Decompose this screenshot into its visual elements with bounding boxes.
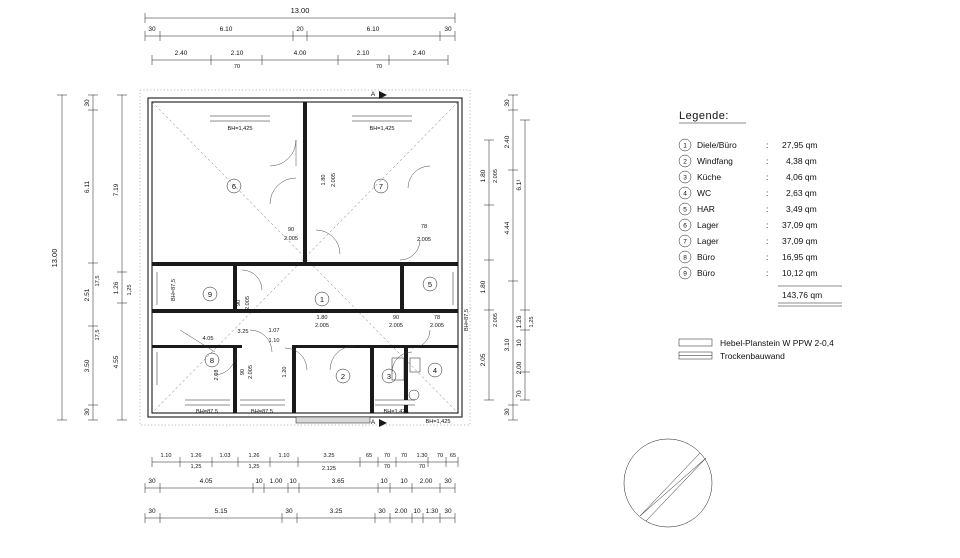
- dim-right2-180-b: 1.80: [480, 280, 487, 294]
- room-marker-4: [428, 363, 442, 377]
- legend-name-9: Büro: [697, 268, 715, 278]
- dim-b3-10: 10: [413, 508, 421, 515]
- legend-num-9: 9: [683, 270, 687, 278]
- dim-b2-200: 2.00: [419, 478, 433, 485]
- top-dim-chain2: [152, 50, 448, 70]
- dim-top2-210-left: 2.10: [230, 50, 244, 57]
- dim-b3-200: 2.00: [394, 508, 408, 515]
- legend-material-2-label: Trockenbauwand: [720, 351, 785, 361]
- dim-right3-611: 6.1¹: [516, 179, 523, 191]
- legend-area-6: 37,09 qm: [782, 220, 818, 230]
- legend-panel: [679, 110, 842, 361]
- dim-left-sub-175-b: 17,5: [95, 329, 101, 341]
- label-door-78-b: 78: [433, 315, 441, 321]
- dim-b1-sub-2125: 2.125: [322, 466, 336, 472]
- dim-left-350: 3.50: [84, 359, 91, 373]
- dim-top2-400: 4.00: [293, 50, 307, 57]
- dim-b3-30-a: 30: [148, 508, 156, 515]
- dim-b1-110-a: 1.10: [160, 453, 172, 459]
- left-dim-overall: [50, 95, 67, 420]
- label-door-78-b-sub: 2.005: [430, 323, 444, 329]
- label-door-110: 1.10: [268, 338, 280, 344]
- dim-b2-365: 3.65: [331, 478, 345, 485]
- dim-right3-126: 1.26: [516, 315, 523, 329]
- dim-left-sub-125: 1,25: [127, 284, 133, 296]
- room-marker-5: [423, 277, 437, 291]
- legend-num-6: 6: [683, 222, 687, 230]
- bottom-dim-chain3: [145, 508, 455, 523]
- dim-right-310: 3.10: [504, 338, 511, 352]
- dim-b2-30-a: 30: [148, 478, 156, 485]
- room-marker-3: [382, 369, 396, 383]
- room-1-number: 1: [319, 295, 325, 304]
- legend-row-1: [679, 139, 817, 151]
- legend-name-1: Diele/Büro: [697, 140, 737, 150]
- label-bh875-a: BH=87,5: [171, 279, 177, 301]
- legend-colon-2: :: [766, 156, 769, 166]
- dim-left-611: 6.11: [84, 180, 91, 194]
- legend-colon-4: :: [766, 188, 769, 198]
- room-7-number: 7: [378, 182, 384, 191]
- dim-b1-sub-70-a: 70: [383, 464, 391, 470]
- dim-b3-30-c: 30: [378, 508, 386, 515]
- label-bh1425-b: BH=1,425: [369, 126, 395, 132]
- room-marker-1: [315, 292, 329, 306]
- label-door-208: 2.08: [214, 369, 220, 381]
- room-marker-2: [336, 369, 350, 383]
- label-door-90-a: 90: [287, 227, 295, 233]
- legend-area-2: 4,38 qm: [786, 156, 817, 166]
- dim-b1-126-b: 1.26: [248, 453, 260, 459]
- top-dim-overall: [145, 6, 455, 23]
- dim-b1-sub-70-b: 70: [418, 464, 426, 470]
- legend-name-3: Küche: [697, 172, 722, 182]
- label-bh875-b: BH=87,5: [464, 309, 470, 331]
- dim-b1-70-b: 70: [400, 453, 408, 459]
- dim-b1-70-a: 70: [383, 453, 391, 459]
- dim-top2-sub-70-right: 70: [375, 64, 383, 70]
- dim-b3-30-b: 30: [285, 508, 293, 515]
- dim-top-30-right: 30: [444, 26, 452, 33]
- label-door-78-a-sub: 2.005: [417, 237, 431, 243]
- label-door-90-b: 90: [392, 315, 400, 321]
- label-door-180-a-sub: 2.005: [331, 173, 337, 187]
- label-door-120: 1.20: [282, 366, 288, 378]
- label-door-107: 1.07: [268, 328, 280, 334]
- legend-row-4: [679, 187, 817, 199]
- right-dim-chain2: [480, 140, 499, 400]
- legend-row-6: [679, 219, 817, 231]
- label-bh1425-a: BH=1,425: [227, 126, 253, 132]
- legend-area-5: 3,49 qm: [786, 204, 817, 214]
- label-door-90-c-sub: 2.005: [245, 296, 251, 310]
- legend-material-2: [679, 351, 785, 361]
- label-door-90-c: 90: [236, 299, 242, 307]
- room-8-number: 8: [209, 356, 215, 365]
- dim-b2-30-b: 30: [444, 478, 452, 485]
- legend-heading: Legende:: [679, 110, 729, 122]
- dim-b2-100: 1.00: [269, 478, 283, 485]
- dim-left-overall: 13.00: [50, 248, 59, 268]
- legend-num-4: 4: [683, 190, 687, 198]
- legend-colon-5: :: [766, 204, 769, 214]
- dim-right-30-top: 30: [504, 99, 511, 107]
- dim-left-126: 1.26: [113, 281, 120, 295]
- dim-b3-515: 5.15: [214, 508, 228, 515]
- label-door-90-d: 90: [240, 368, 246, 376]
- legend-area-8: 16,95 qm: [782, 252, 818, 262]
- legend-colon-7: :: [766, 236, 769, 246]
- dim-left-719: 7.19: [113, 183, 120, 197]
- dim-b2-10-d: 10: [400, 478, 408, 485]
- dim-top2-240-right: 2.40: [412, 50, 426, 57]
- legend-material-1-label: Hebel-Planstein W PPW 2-0,4: [720, 338, 834, 348]
- dim-top2-240-left: 2.40: [174, 50, 188, 57]
- dim-right3-200: 2.00: [516, 361, 523, 375]
- room-marker-6: [227, 179, 241, 193]
- room-5-number: 5: [427, 280, 433, 289]
- dim-top2-sub-70-left: 70: [233, 64, 241, 70]
- left-dim-chain-b: [113, 95, 133, 420]
- dim-right2-180-a: 1.80: [480, 169, 487, 183]
- dim-b1-sub-125-a: 1,25: [190, 464, 202, 470]
- dim-left-30-bottom: 30: [84, 408, 91, 416]
- label-bh875-c: BH=87,5: [196, 409, 218, 415]
- room-marker-9: [203, 287, 217, 301]
- dim-top-overall: 13.00: [290, 6, 310, 15]
- room-3-number: 3: [386, 372, 392, 381]
- dim-b1-70-c: 70: [436, 453, 444, 459]
- legend-colon-6: :: [766, 220, 769, 230]
- dim-left-251: 2.51: [84, 288, 91, 302]
- dim-b3-30-d: 30: [444, 508, 452, 515]
- legend-row-2: [679, 155, 817, 167]
- dim-right2-205: 2.05: [480, 353, 487, 367]
- dim-left-sub-175-a: 17,5: [95, 275, 101, 287]
- legend-area-9: 10,12 qm: [782, 268, 818, 278]
- label-door-325: 3.25: [237, 329, 249, 335]
- legend-row-9: [679, 267, 817, 279]
- dim-right-240: 2.40: [504, 135, 511, 149]
- dim-left-30-top: 30: [84, 99, 91, 107]
- dim-b2-10-c: 10: [380, 478, 388, 485]
- label-door-405: 4.05: [202, 336, 214, 342]
- room-marker-8: [205, 353, 219, 367]
- dim-right2-sub-2005-a: 2.005: [493, 169, 499, 183]
- room-4-number: 4: [432, 366, 438, 375]
- label-bh1425-c: BH=1,425: [383, 409, 409, 415]
- label-bh875-d: BH=87,5: [251, 409, 273, 415]
- dim-right-30-bottom: 30: [504, 408, 511, 416]
- bottom-dim-chain1: [152, 453, 458, 472]
- legend-colon-9: :: [766, 268, 769, 278]
- legend-name-4: WC: [697, 188, 712, 198]
- dim-top-610-right: 6.10: [366, 26, 380, 33]
- legend-row-8: [679, 251, 817, 263]
- legend-name-8: Büro: [697, 252, 715, 262]
- north-symbol: [624, 439, 712, 527]
- opening-labels: [171, 126, 470, 425]
- label-door-90-b-sub: 2.005: [389, 323, 403, 329]
- legend-row-7: [679, 235, 817, 247]
- label-door-78-a: 78: [420, 224, 428, 230]
- legend-colon-3: :: [766, 172, 769, 182]
- dim-b1-325: 3.25: [323, 453, 335, 459]
- room-marker-7: [374, 179, 388, 193]
- legend-num-7: 7: [683, 238, 687, 246]
- legend-num-5: 5: [683, 206, 687, 214]
- legend-material-1: [679, 338, 834, 348]
- dim-b1-130: 1.30: [416, 453, 428, 459]
- room-2-number: 2: [340, 372, 346, 381]
- room-9-number: 9: [207, 290, 213, 299]
- dim-right3-sub-125: 1,25: [529, 316, 535, 328]
- room-6-number: 6: [231, 182, 237, 191]
- legend-num-2: 2: [683, 158, 687, 166]
- label-door-90-d-sub: 2.005: [248, 365, 254, 379]
- dim-right2-sub-2005-b: 2.005: [493, 313, 499, 327]
- dim-b1-sub-125-b: 1,25: [248, 464, 260, 470]
- dim-b1-65-b: 65: [449, 453, 457, 459]
- legend-num-8: 8: [683, 254, 687, 262]
- dim-top-30-left: 30: [148, 26, 156, 33]
- dim-b1-110-b: 1.10: [278, 453, 290, 459]
- legend-name-7: Lager: [697, 236, 719, 246]
- dim-b1-103: 1.03: [219, 453, 231, 459]
- dim-top-20: 20: [296, 26, 304, 33]
- right-dim-chain3: [516, 120, 535, 400]
- dim-top2-210-right: 2.10: [356, 50, 370, 57]
- dim-b3-325: 3.25: [329, 508, 343, 515]
- legend-row-5: [679, 203, 817, 215]
- dim-b2-10-b: 10: [289, 478, 297, 485]
- dim-b2-10-a: 10: [255, 478, 263, 485]
- label-door-180-b-sub: 2.005: [315, 323, 329, 329]
- label-door-90-a-sub: 2.005: [284, 236, 298, 242]
- section-marker-bottom: [371, 419, 387, 427]
- label-door-180-a: 1.80: [321, 174, 327, 186]
- section-label-top: A: [370, 91, 376, 98]
- dim-b3-130: 1.30: [425, 508, 439, 515]
- dim-right3-10: 10: [516, 339, 523, 347]
- legend-area-7: 37,09 qm: [782, 236, 818, 246]
- legend-area-3: 4,06 qm: [786, 172, 817, 182]
- legend-total: 143,76 qm: [782, 290, 823, 300]
- top-dim-chain1: [145, 26, 455, 41]
- label-bh1425-d: BH=1,425: [425, 419, 451, 425]
- legend-name-2: Windfang: [697, 156, 733, 166]
- dim-right-444: 4.44: [504, 221, 511, 235]
- legend-row-3: [679, 171, 817, 183]
- dim-b1-65-a: 65: [365, 453, 373, 459]
- legend-colon-1: :: [766, 140, 769, 150]
- dim-b2-405: 4.05: [199, 478, 213, 485]
- legend-area-4: 2,63 qm: [786, 188, 817, 198]
- dim-b1-126-a: 1.26: [190, 453, 202, 459]
- legend-colon-8: :: [766, 252, 769, 262]
- bottom-dim-chain2: [145, 478, 455, 493]
- legend-num-3: 3: [683, 174, 687, 182]
- legend-name-5: HAR: [697, 204, 715, 214]
- legend-num-1: 1: [683, 142, 687, 150]
- left-dim-chain-a: [84, 95, 101, 420]
- dim-right3-70: 70: [516, 390, 523, 398]
- dim-top-610-left: 6.10: [219, 26, 233, 33]
- section-label-bottom: A: [370, 419, 376, 426]
- dim-left-455: 4.55: [113, 355, 120, 369]
- legend-name-6: Lager: [697, 220, 719, 230]
- legend-area-1: 27,95 qm: [782, 140, 818, 150]
- label-door-180-b: 1.80: [316, 315, 328, 321]
